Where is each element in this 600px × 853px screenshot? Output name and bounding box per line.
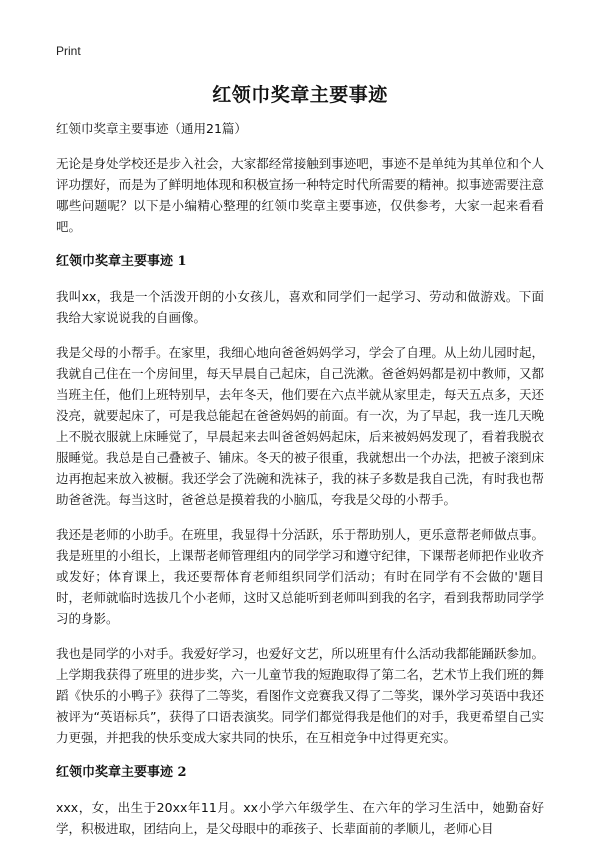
section1-paragraph: 我是父母的小帮手。在家里，我细心地向爸爸妈妈学习，学会了自理。从上幼儿园时起，我就自己住在一个房间里，每天早晨自己起床，自己洗漱。爸爸妈妈都是初中教师，又都当班主任，他们上班特别早，去年冬天，他们要在六点半就从家里走，每天五点多，天还没亮，就要起床了，可是我总能起在爸爸妈妈的前面。有一次，为了早起，我一连几天晚上不脱衣服就上床睡觉了，早晨起来去叫爸爸妈妈起床，后来被妈妈发现了，看着我脱衣服睡觉。我总是自己叠被子、铺床。冬天的被子很重，我就想出一个办法，把被子滚到床边再抱起来放入被橱。我还学会了洗碗和洗袜子，我的袜子多数是我自己洗，有时我也帮助爸爸洗。每当这时，爸爸总是摸着我的小脑瓜，夸我是父母的小帮手。 [56,345,544,507]
section1-paragraph: 我也是同学的小对手。我爱好学习，也爱好文艺，所以班里有什么活动我都能踊跃参加。上学期我获得了班里的进步奖，六一儿童节我的短跑取得了第二名，艺术节上我们班的舞蹈《快乐的小鸭子》获得了二等奖，看图作文竞赛我又得了二等奖，课外学习英语中我还被评为“英语标兵”，获得了口语表演奖。同学们都觉得我是他们的对手，我更希望自己实力更强，并把我的快乐变成大家共同的快乐，在互相竞争中过得更充实。 [56,646,544,745]
intro-paragraph: 无论是身处学校还是步入社会，大家都经常接触到事迹吧，事迹不是单纯为其单位和个人评功摆好，而是为了鲜明地体现和积极宣扬一种特定时代所需要的精神。拟事迹需要注意哪些问题呢？以下是小编精心整理的红领巾奖章主要事迹，仅供参考，大家一起来看看吧。 [56,156,544,234]
page-title: 红领巾奖章主要事迹 [212,84,388,106]
section1-paragraph: 我叫xx，我是一个活泼开朗的小女孩儿，喜欢和同学们一起学习、劳动和做游戏。下面我给大家说说我的自画像。 [56,289,544,325]
section2-paragraph: xxx，女，出生于20xx年11月。xx小学六年级学生、在六年的学习生活中，她勤奋好学，积极进取，团结向上，是父母眼中的乖孩子、长辈面前的孝顺儿，老师心目 [56,800,544,836]
section-heading-2: 红领巾奖章主要事迹 2 [56,765,187,780]
article-subtitle: 红领巾奖章主要事迹（通用21篇） [56,121,247,136]
article-body [56,118,544,853]
section-heading-1: 红领巾奖章主要事迹 1 [56,254,187,269]
section1-paragraph: 我还是老师的小助手。在班里，我显得十分活跃，乐于帮助别人，更乐意帮老师做点事。我是班里的小组长，上课帮老师管理组内的同学学习和遵守纪律，下课帮老师把作业收齐或发好；体育课上，我还要帮体育老师组织同学们活动；有时在同学有不会做的'题目时，老师就临时选拔几个小老师，这时又总能听到老师叫到我的名字，看到我帮助同学学习的身影。 [56,527,544,626]
print-link[interactable]: Print [56,44,81,58]
